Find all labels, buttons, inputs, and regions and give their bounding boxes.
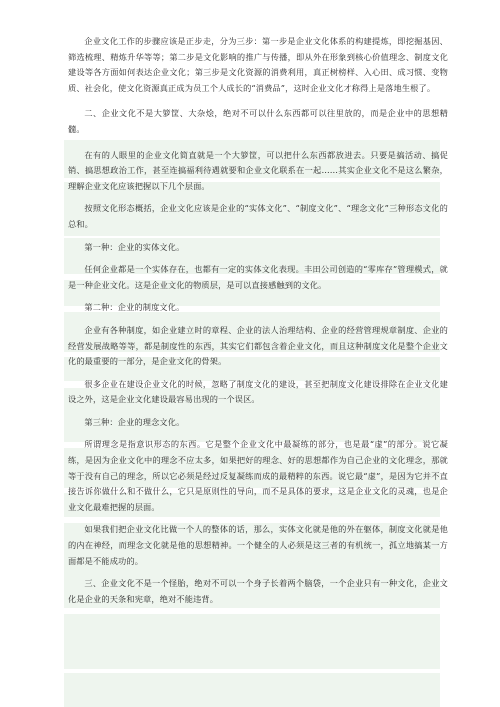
paragraph-second-type: 第二种：企业的制度文化。: [84, 302, 185, 313]
paragraph-steps: 企业文化工作的步骤应该是正步走，分为三步：第一步是企业文化体系的构建提炼，即挖掘基因、筛选梳理、精炼升华等等；第二步是文化影响的推广与传播，即从外在形象到核心价值理念、制度文化建设等各方面如何表达企业文化；第三步是文化资源的消费利用，真正树榜样、入心田、成习惯、变物质、社会化，使文化资源真正成为员工个人成长的“消费品”，这时企业文化才称得上是落地生根了。: [68, 36, 448, 93]
paragraph-misconception: 很多企业在建设企业文化的时候，忽略了制度文化的建设，甚至把制度文化建设排除在企业文化建设之外，这是企业文化建设最容易出现的一个误区。: [68, 378, 448, 405]
paragraph-whole-person: 如果我们把企业文化比做一个人的整体的话，那么，实体文化就是他的外在躯体，制度文化就是他的内在神经，而理念文化就是他的思想精神。一个健全的人必须是这三者的有机统一，孤立地搞某一方面都是不能成功的。: [68, 524, 448, 566]
paragraph-first-type: 第一种：企业的实体文化。: [84, 241, 185, 252]
paragraph-third-type: 第三种：企业的理念文化。: [84, 416, 185, 427]
paragraph-institutional-culture: 企业有各种制度，如企业建立时的章程、企业的法人治理结构、企业的经营管理规章制度、企业的经营发展战略等等，都是制度性的东西，其实它们都包含着企业文化，而且这种制度文化是整个企业文化的最重要的一部分，是企业文化的骨架。: [68, 324, 448, 367]
paragraph-section-two-heading: 二、企业文化不是大箩筐、大杂烩，绝对不可以什么东西都可以往里放的，而是企业中的思想精髓。: [68, 108, 448, 134]
paragraph-big-basket: 在有的人眼里的企业文化简直就是一个大箩筐，可以把什么东西都放进去。只要是搞活动、搞促销、搞思想政治工作，甚至连搞福利待遇就要和企业文化联系在一起……其实企业文化不是这么繁杂，理解企业文化应该把握以下几个层面。: [68, 149, 448, 191]
highlight-band: [64, 614, 440, 669]
paragraph-section-three-heading: 三、企业文化不是一个怪胎，绝对不可以一个身子长着两个脑袋，一个企业只有一种文化，企业文化是企业的天条和宪章，绝对不能违背。: [68, 578, 448, 604]
highlight-band: [64, 673, 440, 707]
paragraph-entity-culture: 任何企业都是一个实体存在，也都有一定的实体文化表现。丰田公司创造的“零库存”管理模式，就是一种企业文化。这是企业文化的物质层，是可以直接感触到的文化。: [68, 264, 448, 290]
document-body: [68, 34, 448, 607]
paragraph-three-forms: 按照文化形态概括，企业文化应该是企业的“实体文化”、“制度文化”、“理念文化”三种形态文化的总和。: [68, 203, 448, 229]
paragraph-concept-culture: 所谓理念是指意识形态的东西。它是整个企业文化中最凝练的部分，也是最“虚”的部分。说它凝练，是因为企业文化中的理念不应太多，如果把好的理念、好的思想都作为自己企业的文化理念，那就等于没有自己的理念，所以它必须是经过反复凝练而成的最精粹的东西。说它最“虚”，是因为它并不直接告诉你做什么和不做什么，它只是原则性的导向，而不是具体的要求，这是企业文化的灵魂，也是企业文化最难把握的层面。: [68, 439, 448, 512]
